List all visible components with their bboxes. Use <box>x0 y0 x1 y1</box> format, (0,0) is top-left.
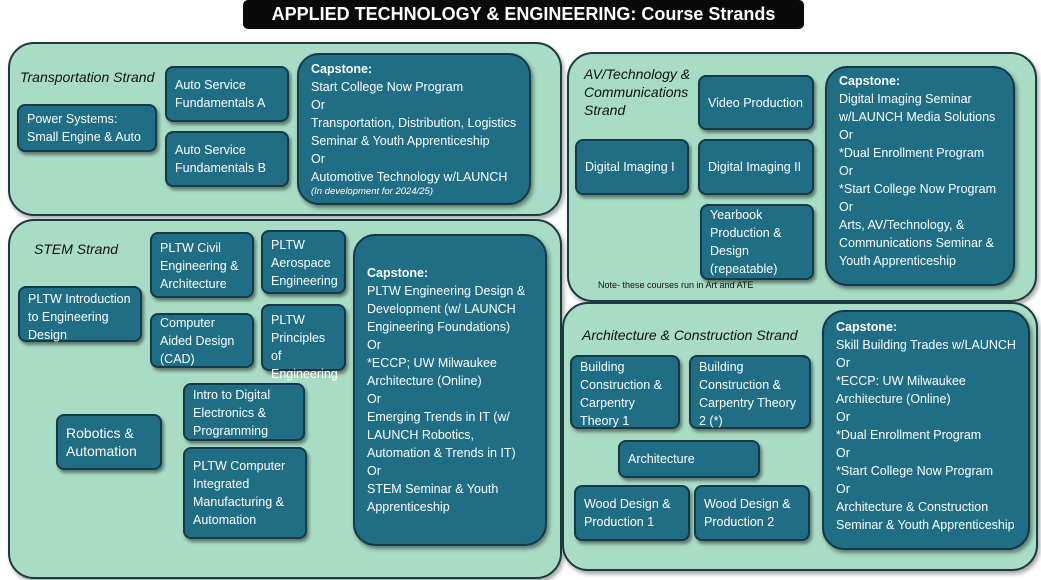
capstone-note: (In development for 2024/25) <box>311 186 433 197</box>
course-video-production: Video Production <box>698 75 814 130</box>
capstone-line: Emerging Trends in IT (w/ LAUNCH Robotics, Automation & Trends in IT) <box>367 410 516 460</box>
course-digital-electronics: Intro to Digital Electronics & Programming <box>183 383 305 441</box>
page-title: APPLIED TECHNOLOGY & ENGINEERING: Course Strands <box>243 0 804 29</box>
av-capstone <box>825 66 1015 286</box>
stem-capstone <box>353 234 547 546</box>
capstone-line: Arts, AV/Technology, & Communications Seminar & Youth Apprenticeship <box>839 218 994 268</box>
course-digital-imaging-1: Digital Imaging I <box>575 139 689 195</box>
transportation-strand-title: Transportation Strand <box>20 69 155 85</box>
capstone-line: Or <box>311 98 325 112</box>
capstone-line: *ECCP; UW Milwaukee Architecture (Online) <box>367 356 497 388</box>
capstone-heading: Capstone: <box>367 266 429 280</box>
capstone-line: STEM Seminar & Youth Apprenticeship <box>367 482 499 514</box>
course-digital-imaging-2: Digital Imaging II <box>698 139 814 195</box>
capstone-line: Or <box>836 356 850 370</box>
capstone-line: Or <box>839 200 853 214</box>
capstone-line: Start College Now Program <box>311 80 464 94</box>
course-architecture: Architecture <box>618 440 760 478</box>
course-pltw-cim: PLTW Computer Integrated Manufacturing & Automation <box>183 447 307 539</box>
course-pltw-aerospace: PLTW Aerospace Engineering <box>261 230 346 294</box>
architecture-capstone <box>822 310 1030 550</box>
course-pltw-intro: PLTW Introduction to Engineering Design <box>18 286 142 342</box>
course-power-systems: Power Systems: Small Engine & Auto <box>17 104 157 152</box>
course-bcct-2: Building Construction & Carpentry Theory 2 (*) <box>689 355 811 429</box>
capstone-line: Architecture & Construction Seminar & Youth Apprenticeship <box>836 500 1015 532</box>
capstone-heading: Capstone: <box>839 74 901 88</box>
capstone-line: Digital Imaging Seminar w/LAUNCH Media Solutions <box>839 92 996 124</box>
course-yearbook: Yearbook Production & Design (repeatable) <box>700 204 814 280</box>
capstone-heading: Capstone: <box>311 62 373 76</box>
capstone-line: Or <box>311 152 325 166</box>
architecture-strand-title: Architecture & Construction Strand <box>582 327 798 343</box>
course-cad: Computer Aided Design (CAD) <box>150 313 254 368</box>
capstone-line: Or <box>836 446 850 460</box>
capstone-line: Or <box>836 482 850 496</box>
course-wood-1: Wood Design & Production 1 <box>574 485 690 541</box>
capstone-line: *Start College Now Program <box>836 464 994 478</box>
capstone-line: Or <box>367 392 381 406</box>
capstone-line: Automotive Technology w/LAUNCH <box>311 170 508 184</box>
course-bcct-1: Building Construction & Carpentry Theory 1 <box>570 355 680 429</box>
stem-strand-title: STEM Strand <box>34 241 119 257</box>
course-wood-2: Wood Design & Production 2 <box>694 485 810 541</box>
capstone-line: *Dual Enrollment Program <box>836 428 982 442</box>
capstone-line: Or <box>839 128 853 142</box>
capstone-heading: Capstone: <box>836 320 898 334</box>
capstone-line: Or <box>839 164 853 178</box>
course-pltw-civil: PLTW Civil Engineering & Architecture <box>150 232 254 298</box>
capstone-line: Or <box>367 338 381 352</box>
capstone-line: *ECCP: UW Milwaukee Architecture (Online) <box>836 374 966 406</box>
capstone-line: *Dual Enrollment Program <box>839 146 985 160</box>
course-pltw-principles: PLTW Principles of Engineering <box>261 304 346 371</box>
capstone-line: Or <box>367 464 381 478</box>
course-auto-service-a: Auto Service Fundamentals A <box>165 66 289 122</box>
course-robotics: Robotics & Automation <box>56 414 162 470</box>
transportation-capstone <box>297 53 531 205</box>
av-strand-title: AV/Technology & Communications Strand <box>584 66 691 118</box>
capstone-line: *Start College Now Program <box>839 182 997 196</box>
capstone-line: Transportation, Distribution, Logistics Seminar & Youth Apprenticeship <box>311 116 517 148</box>
capstone-line: Skill Building Trades w/LAUNCH <box>836 338 1016 352</box>
course-auto-service-b: Auto Service Fundamentals B <box>165 131 289 187</box>
capstone-line: Or <box>836 410 850 424</box>
av-note: Note- these courses run in Art and ATE <box>598 280 754 290</box>
capstone-line: PLTW Engineering Design & Development (w/ LAUNCH Engineering Foundations) <box>367 284 526 334</box>
